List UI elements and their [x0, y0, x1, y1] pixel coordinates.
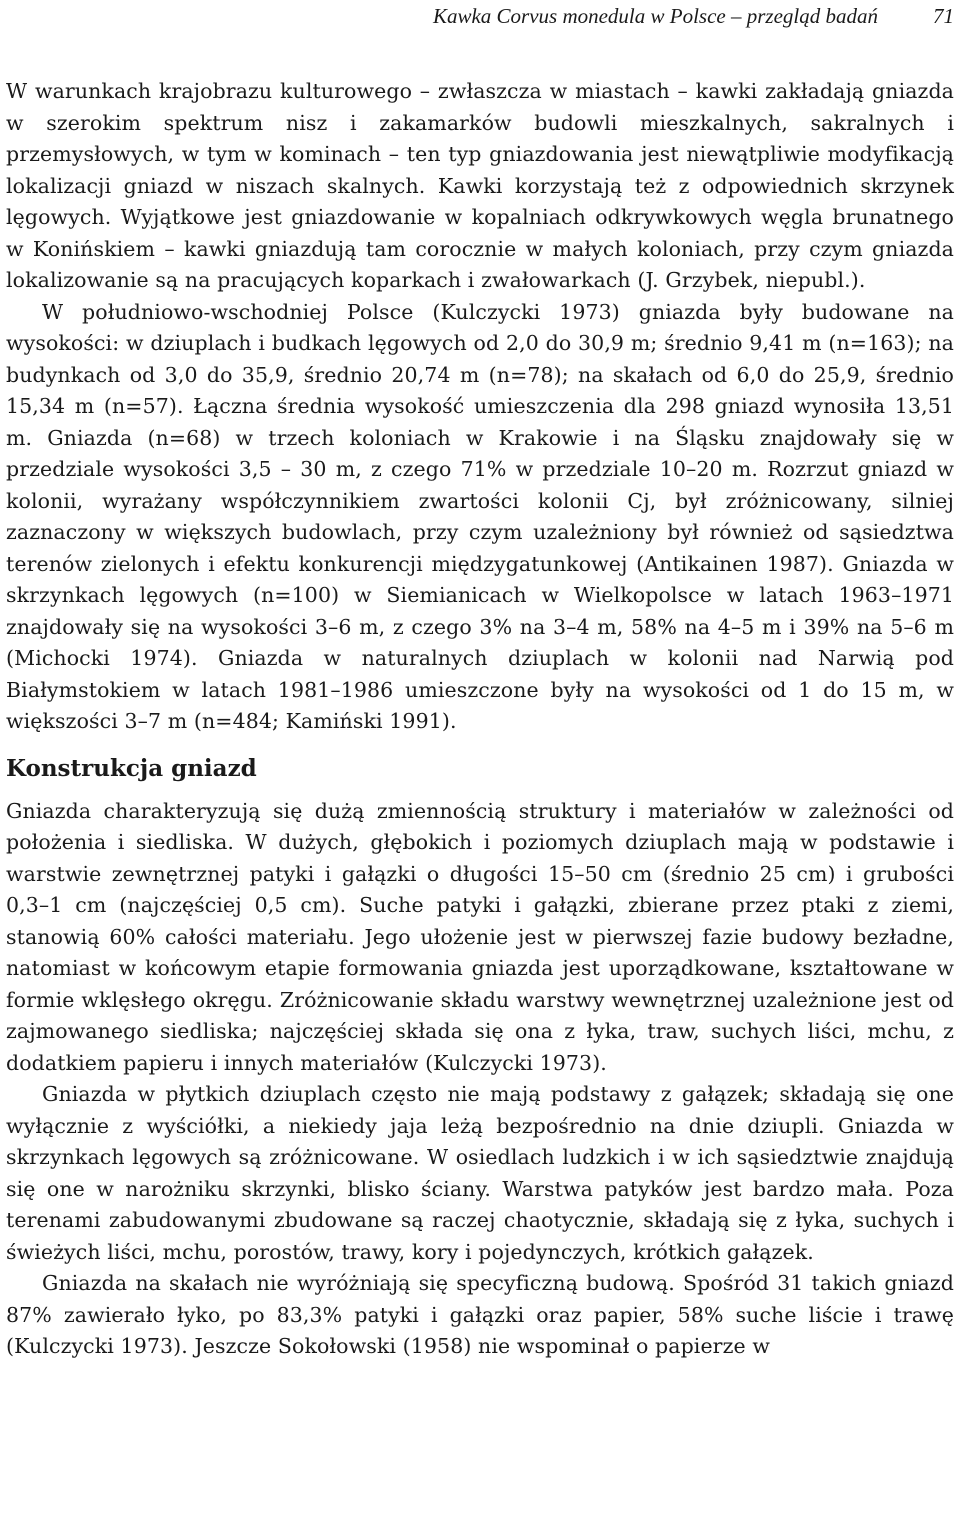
paragraph-urban-nesting: W warunkach krajobrazu kulturowego – zwłaszcza w miastach – kawki zakładają gniazda w szerokim spektrum nisz i zakamarków budowli mieszkalnych, sakralnych i przemysłowych, w tym w kominach – ten typ gniazdowania jest niewątpliwie modyfikacją lokalizacji gniazd w niszach skalnych. Kawki korzystają też z odpowiednich skrzynek lęgowych. Wyjątkowe jest gniazdowanie w kopalniach odkrywkowych węgla brunatnego w Konińskiem – kawki gniazdują tam corocznie w małych koloniach, przy czym gniazda lokalizowanie są na pracujących koparkach i zwałowarkach (J. Grzybek, niepubl.). [6, 79, 954, 292]
page-number: 71 [933, 4, 954, 28]
document-page [6, 0, 954, 1358]
paragraph-nest-structure: Gniazda charakteryzują się dużą zmiennością struktury i materiałów w zależności od położenia i siedliska. W dużych, głębokich i poziomych dziuplach mają w podstawie i warstwie zewnętrznej patyki i gałązki o długości 15–50 cm (średnio 25 cm) i grubości 0,3–1 cm (najczęściej 0,5 cm). Suche patyki i gałązki, zbierane przez ptaki z ziemi, stanowią 60% całości materiału. Jego ułożenie jest w pierwszej fazie budowy bezładne, natomiast w końcowym etapie formowania gniazda jest uporządkowane, kształtowane w formie wklęsłego okręgu. Zróżnicowanie składu warstwy wewnętrznej uzależnione jest od zajmowanego siedliska; najczęściej składa się ona z łyka, traw, suchych liści, mchu, z dodatkiem papieru i innych materiałów (Kulczycki 1973). [6, 798, 954, 1075]
paragraph-nest-heights: W południowo-wschodniej Polsce (Kulczycki 1973) gniazda były budowane na wysokości: w dziuplach i budkach lęgowych od 2,0 do 30,9 m; średnio 9,41 m (n=163); na budynkach od 3,0 do 35,9, średnio 20,74 m (n=78); na skałach od 6,0 do 25,9, średnio 15,34 m (n=57). Łączna średnia wysokość umieszczenia dla 298 gniazd wynosiła 13,51 m. Gniazda (n=68) w trzech koloniach w Krakowie i na Śląsku znajdowały się w przedziale wysokości 3,5 – 30 m, z czego 71% w przedziale 10–20 m. Rozrzut gniazd w kolonii, wyrażany współczynnikiem zwartości kolonii Cj, był zróżnicowany, silniej zaznaczony w większych budowlach, przy czym uzależniony był również od sąsiedztwa terenów zielonych i efektu konkurencji międzygatunkowej (Antikainen 1987). Gniazda w skrzynkach lęgowych (n=100) w Siemianicach w Wielkopolsce w latach 1963–1971 znajdowały się na wysokości 3–6 m, z czego 3% na 3–4 m, 58% na 4–5 m i 39% na 5–6 m (Michocki 1974). Gniazda w naturalnych dziuplach w kolonii nad Narwią pod Białymstokiem w latach 1981–1986 umieszczone były na wysokości od 1 do 15 m, w większości 3–7 m (n=484; Kamiński 1991). [6, 299, 954, 733]
running-header [6, 0, 954, 40]
running-title: Kawka Corvus monedula w Polsce – przegląd badań [432, 4, 878, 28]
body-text [6, 76, 954, 1363]
paragraph-rock-nests: Gniazda na skałach nie wyróżniają się specyficzną budową. Spośród 31 takich gniazd 87% zawierało łyko, po 83,3% patyki i gałązki oraz papier, 58% suche liście i trawę (Kulczycki 1973). Jeszcze Sokołowski (1958) nie wspominał o papierze w [6, 1271, 954, 1358]
paragraph-shallow-hollows: Gniazda w płytkich dziuplach często nie mają podstawy z gałązek; składają się one wyłącznie z wyściółki, a niekiedy jaja leżą bezpośrednio na dnie dziupli. Gniazda w skrzynkach lęgowych są zróżnicowane. W osiedlach ludzkich i w ich sąsiedztwie znajdują się one w narożniku skrzynki, blisko ściany. Warstwa patyków jest bardzo mała. Poza terenami zabudowanymi zbudowane są raczej chaotycznie, składają się z łyka, suchych i świeżych liści, mchu, porostów, trawy, kory i pojedynczych, krótkich gałązek. [6, 1082, 954, 1264]
section-heading: Konstrukcja gniazd [6, 754, 257, 782]
